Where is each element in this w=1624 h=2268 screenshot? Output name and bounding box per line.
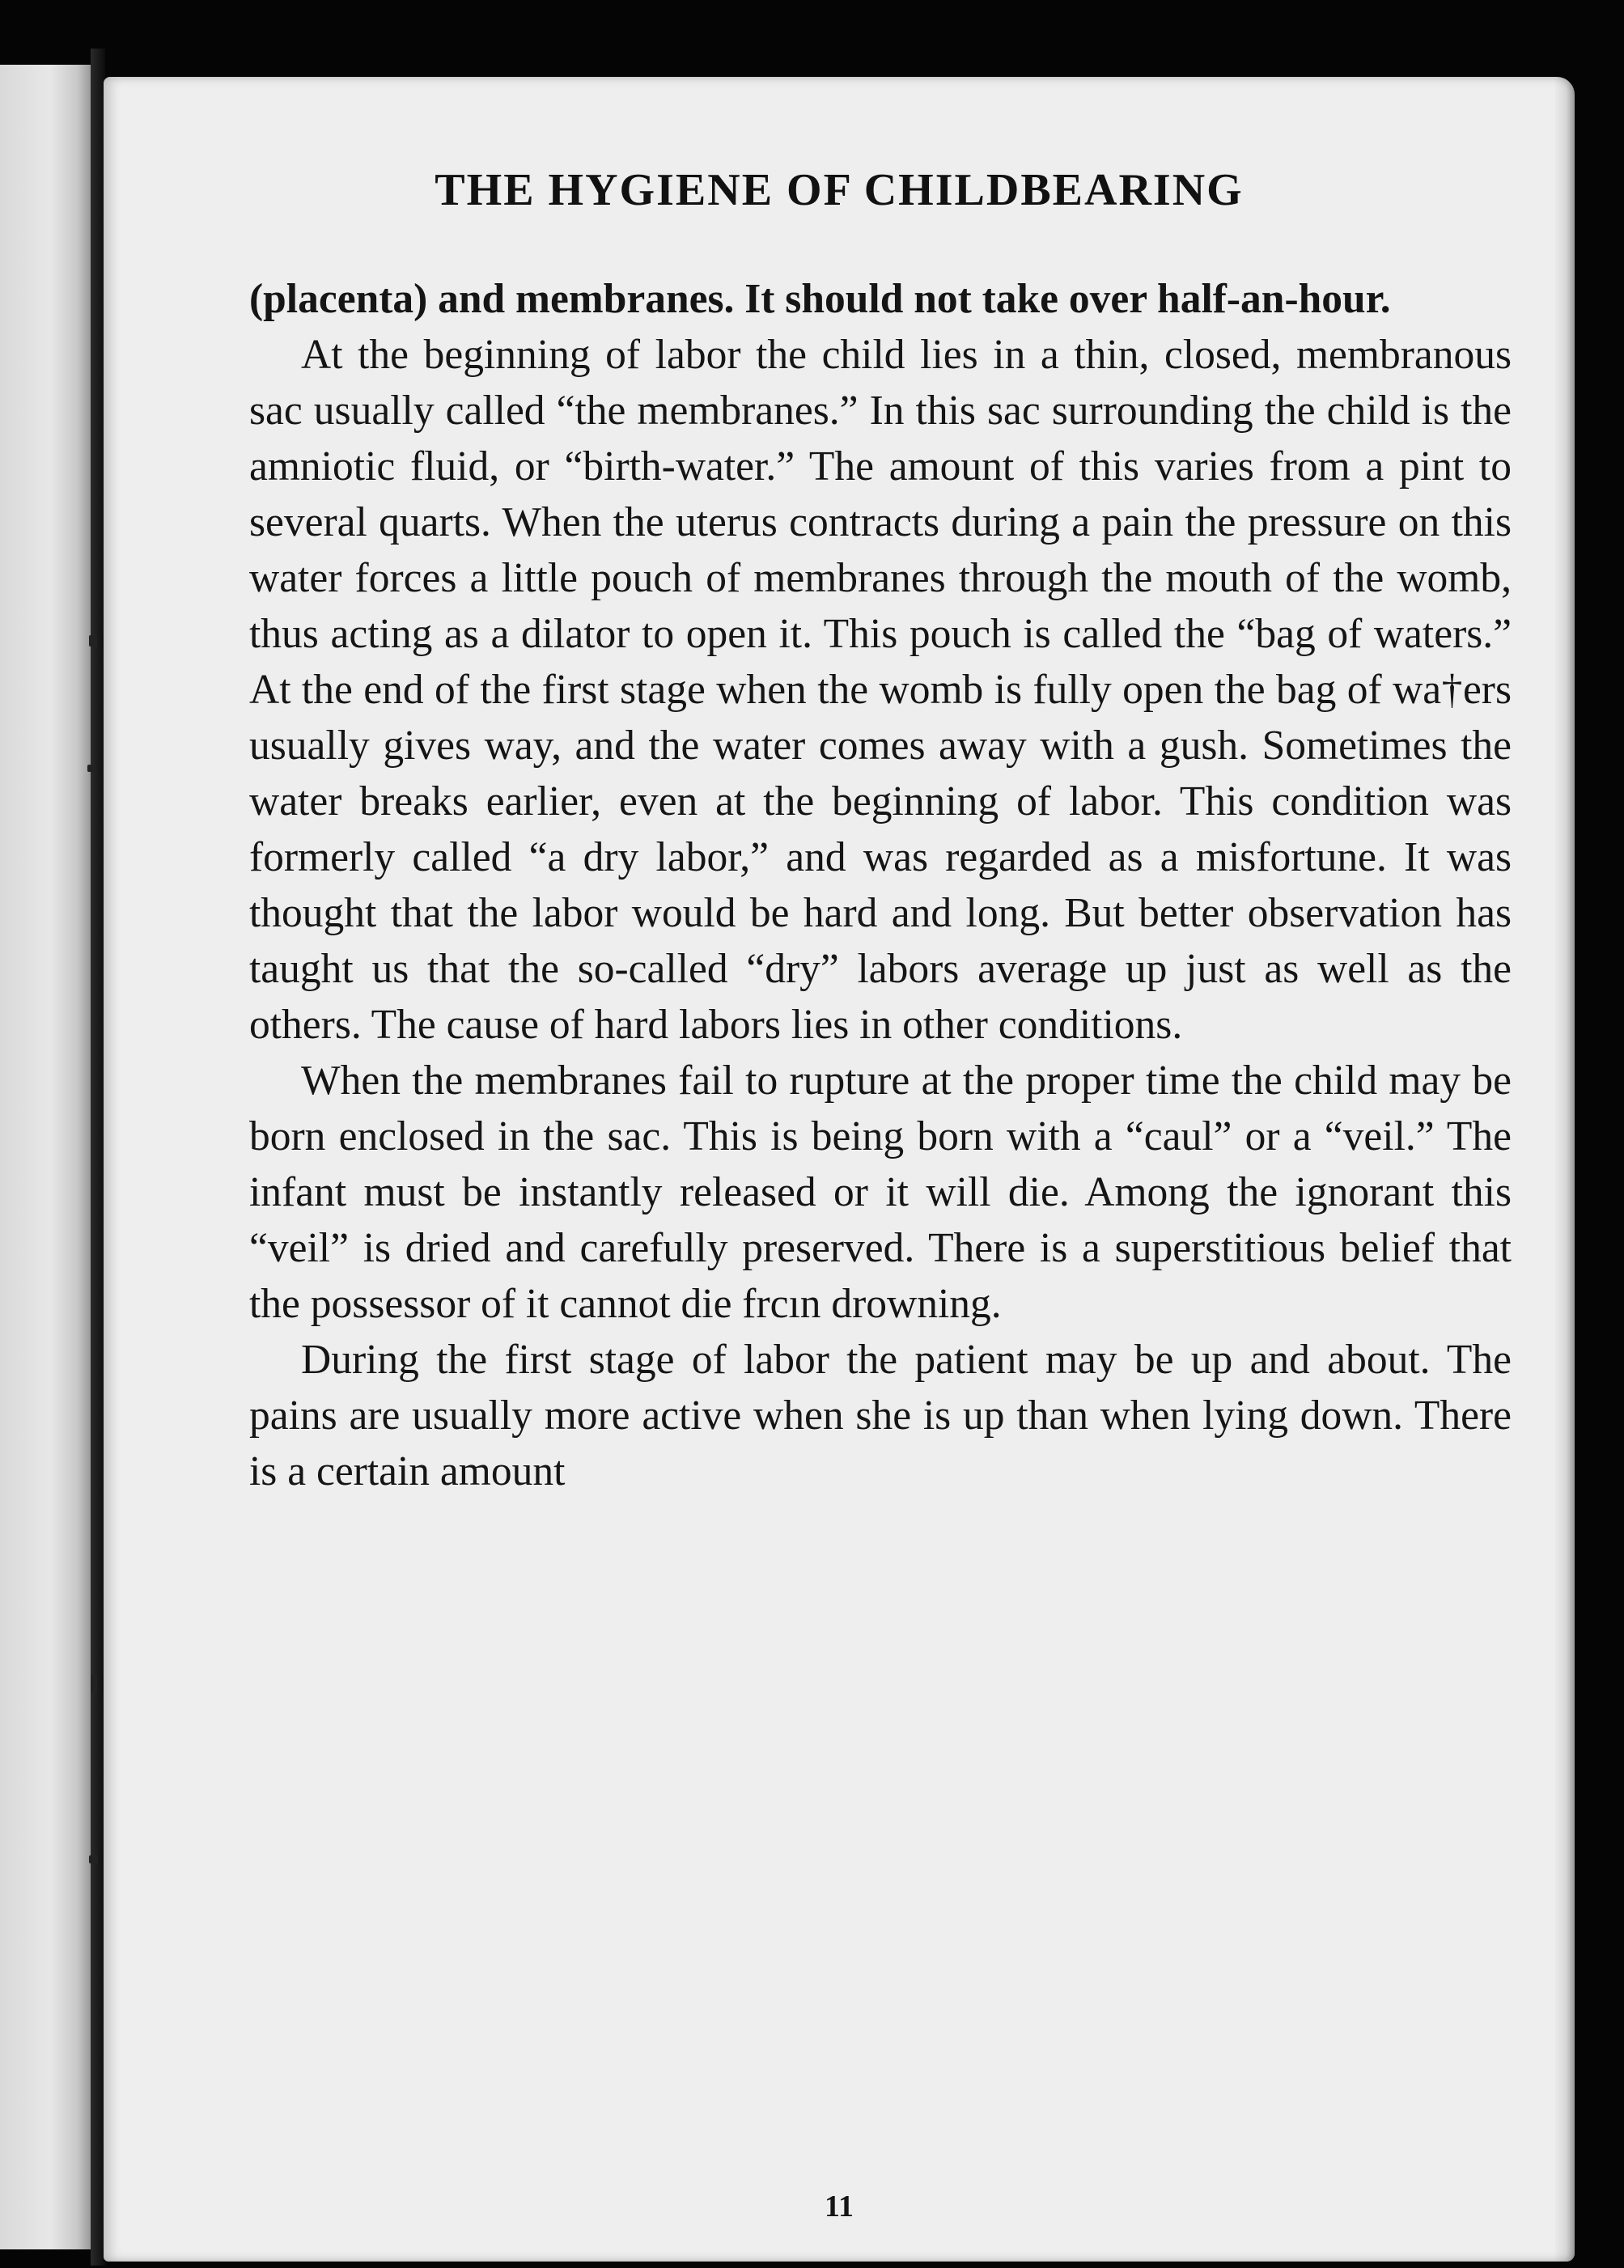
book-page (104, 77, 1575, 2262)
page-number: 11 (825, 2190, 854, 2223)
paragraph-2: At the beginning of labor the child lies in a thin, closed, membranous sac usually called “the membranes.” In this sac surrounding the child is the amniotic fluid, or “birth-water.” The amount of this varies from a pint to several quarts. When the uterus contracts during a pain the pressure on this water forces a little pouch of membranes through the mouth of the womb, thus acting as a dilator to open it. This pouch is called the “bag of waters.” At the end of the first stage when the womb is fully open the bag of wa†ers usually gives way, and the water comes away with a gush. Sometimes the water breaks earlier, even at the beginning of labor. This condition was formerly called “a dry labor,” and was regarded as a misfortune. It was thought that the labor would be hard and long. But better observation has taught us that the so-called “dry” labors average up just as well as the others. The cause of hard labors lies in other conditions. (249, 332, 1512, 1048)
margin-speck (89, 635, 97, 646)
paragraph-4: During the first stage of labor the patient may be up and about. The pains are usually more active when she is up than when lying down. There is a certain amount (249, 1337, 1512, 1494)
running-head: THE HYGIENE OF CHILDBEARING (435, 165, 1244, 215)
paragraph-1: (placenta) and membranes. It should not take over half-an-hour. (249, 276, 1391, 322)
margin-speck (87, 765, 95, 772)
margin-speck (89, 1855, 98, 1863)
paragraph-3: When the membranes fail to rupture at the proper time the child may be born enclosed in the sac. This is being born with a “caul” or a “veil.” The infant must be instantly released or it will die. Among the ignorant this “veil” is dried and carefully preserved. There is a superstitious belief that the possessor of it cannot die frcın drowning. (249, 1058, 1512, 1327)
margin-speck (91, 1675, 97, 1693)
facing-page-edge (0, 65, 91, 2249)
body-text (249, 271, 1512, 1499)
